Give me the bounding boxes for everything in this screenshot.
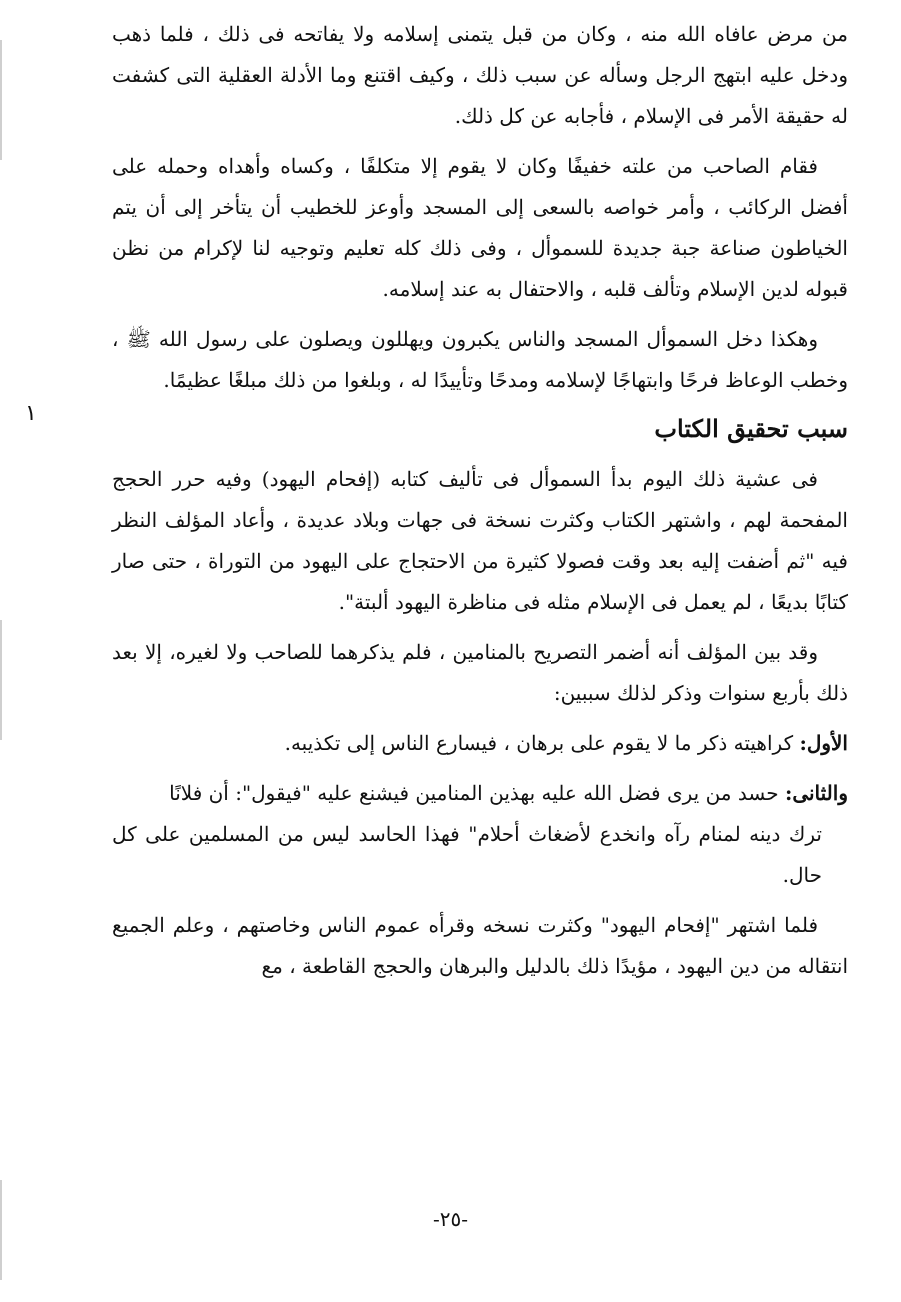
paragraph-5: وقد بين المؤلف أنه أضمر التصريح بالمنامين ، فلم يذكرهما للصاحب ولا لغيره، إلا بعد ذلك بأربع سنوات وذكر لذلك سببين:	[112, 640, 848, 705]
margin-mark: ١	[25, 401, 37, 426]
page-number: -٢٥-	[432, 1207, 468, 1231]
paragraph-1: من مرض عافاه الله منه ، وكان من قبل يتمنى إسلامه ولا يفاتحه فى ذلك ، فلما ذهب ودخل عليه ابتهج الرجل وسأله عن سبب ذلك ، وكيف اقتنع وما الأدلة العقلية التى كشفت له حقيقة الأمر فى الإسلام ، فأجابه عن كل ذلك.	[112, 22, 848, 128]
page-body	[112, 14, 848, 1264]
reason-second-text: حسد من يرى فضل الله عليه بهذين المنامين فيشنع عليه "فيقول": أن فلانًا	[169, 781, 785, 805]
reason-second-lead: والثانى:	[784, 781, 848, 805]
reason-second-line	[112, 773, 848, 814]
section-heading: سبب تحقيق الكتاب	[654, 414, 848, 443]
reason-first-lead: الأول:	[799, 731, 848, 755]
reason-second	[112, 773, 848, 896]
reason-second-continuation: ترك دينه لمنام رآه وانخدع لأضغاث أحلام" فهذا الحاسد ليس من المسلمين على كل حال.	[112, 822, 822, 887]
paragraph-6: فلما اشتهر "إفحام اليهود" وكثرت نسخه وقرأه عموم الناس وخاصتهم ، وعلم الجميع انتقاله من دين اليهود ، مؤيدًا ذلك بالدليل والبرهان والحجج القاطعة ، مع	[112, 913, 848, 978]
paragraph-4: فى عشية ذلك اليوم بدأ السموأل فى تأليف كتابه (إفحام اليهود) وفيه حرر الحجج المفحمة لهم ، واشتهر الكتاب وكثرت نسخة فى جهات وبلاد عديدة ، وأعاد المؤلف النظر فيه "ثم أضفت إليه بعد وقت فصولا كثيرة من الاحتجاج على اليهود من التوراة ، حتى صار كتابًا بديعًا ، لم يعمل فى الإسلام مثله فى مناظرة اليهود ألبتة".	[112, 467, 848, 614]
reason-first-line	[112, 723, 848, 764]
scan-edge-middle	[0, 620, 2, 740]
scan-edge-top	[0, 40, 2, 160]
scan-edge-bottom	[0, 1180, 2, 1280]
paragraph-2: فقام الصاحب من علته خفيفًا وكان لا يقوم إلا متكلفًا ، وكساه وأهداه وحمله على أفضل الركائب ، وأمر خواصه بالسعى إلى المسجد وأوعز للخطيب أن يتأخر إلى أن يتم الخياطون صناعة جبة جديدة للسموأل ، وفى ذلك كله تعليم وتوجيه لنا لإكرام من نظن قبوله لدين الإسلام وتألف قلبه ، والاحتفال به عند إسلامه.	[112, 154, 848, 301]
reason-first	[112, 723, 848, 764]
reason-first-text: كراهيته ذكر ما لا يقوم على برهان ، فيسارع الناس إلى تكذيبه.	[284, 731, 800, 755]
paragraph-3: وهكذا دخل السموأل المسجد والناس يكبرون ويهللون ويصلون على رسول الله ﷺ ، وخطب الوعاظ فرحًا وابتهاجًا لإسلامه ومدحًا وتأييدًا له ، وبلغوا من ذلك مبلغًا عظيمًا.	[112, 327, 848, 392]
